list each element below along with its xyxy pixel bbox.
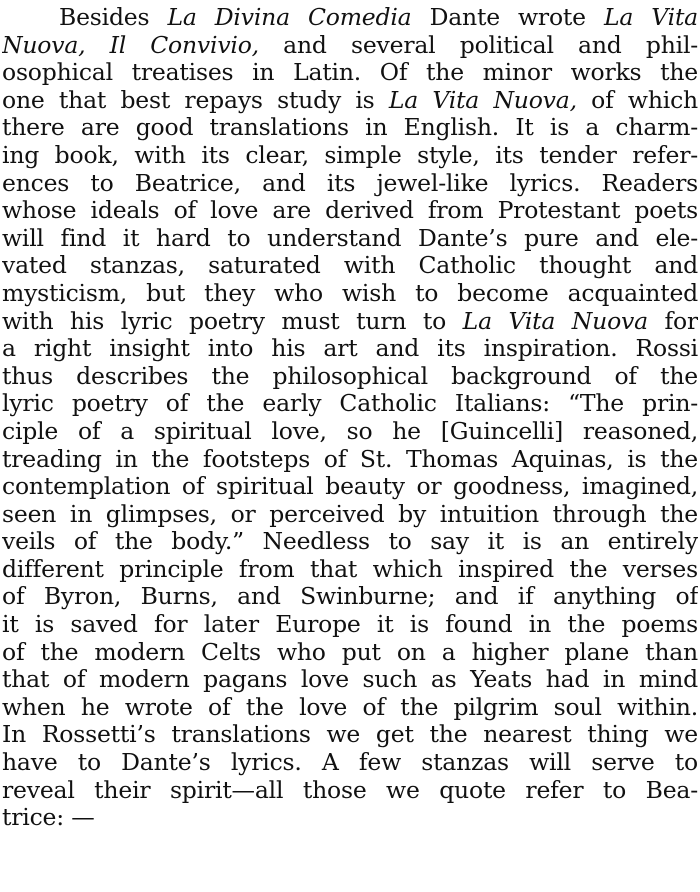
text-segment: Besides	[59, 4, 168, 31]
text-line	[2, 252, 698, 280]
text-segment: veils of the body.” Needless to say it is an entirely	[2, 528, 698, 556]
text-line	[2, 639, 698, 667]
text-line	[2, 721, 698, 749]
italic-title-text: La Vita Nuova	[462, 307, 648, 335]
text-segment: vated stanzas, saturated with Catholic thought and	[2, 252, 698, 280]
text-segment: mysticism, but they who wish to become acquainted	[2, 279, 698, 307]
text-segment: lyric poetry of the early Catholic Italians: “The prin-	[2, 390, 698, 418]
italic-title-text: La Vita Nuova,	[388, 86, 577, 114]
body-paragraph	[2, 4, 700, 832]
text-segment: of Byron, Burns, and Swinburne; and if anything of	[2, 583, 698, 611]
text-line	[2, 87, 698, 115]
text-segment: whose ideals of love are derived from Protestant poets	[2, 197, 698, 225]
text-line	[2, 611, 698, 639]
text-segment: with his lyric poetry must turn to	[2, 307, 463, 335]
text-segment: treading in the footsteps of St. Thomas Aquinas, is the	[2, 445, 698, 473]
text-line	[2, 280, 698, 308]
text-line	[2, 418, 698, 446]
text-line	[2, 473, 698, 501]
text-segment: different principle from that which inspired the verses	[2, 555, 698, 583]
text-segment: In Rossetti’s translations we get the nearest thing we	[2, 721, 698, 749]
text-segment: for	[647, 307, 698, 335]
text-segment: of which	[576, 86, 698, 114]
text-segment: there are good translations in English. It is a charm-	[2, 114, 698, 142]
text-line	[2, 694, 698, 722]
text-line	[2, 142, 698, 170]
text-line	[2, 556, 698, 584]
text-segment: and several political and phil-	[258, 31, 698, 59]
text-line	[2, 197, 698, 225]
text-line	[2, 32, 698, 60]
text-segment: Dante wrote	[411, 4, 604, 31]
text-segment: a right insight into his art and its inspiration. Rossi	[2, 335, 698, 363]
text-segment: it is saved for later Europe it is found in the poems	[2, 611, 698, 639]
text-segment: ences to Beatrice, and its jewel-like lyrics. Readers	[2, 169, 698, 197]
text-line	[2, 501, 698, 529]
text-segment: contemplation of spiritual beauty or goodness, imagined,	[2, 473, 698, 501]
text-line	[2, 59, 698, 87]
text-line	[2, 666, 698, 694]
text-line	[2, 170, 698, 198]
text-line	[2, 777, 698, 805]
text-segment: will find it hard to understand Dante’s pure and ele-	[2, 224, 698, 252]
text-segment: trice: —	[2, 804, 95, 832]
text-line	[2, 583, 698, 611]
text-line	[2, 335, 698, 363]
text-segment: have to Dante’s lyrics. A few stanzas will serve to	[2, 749, 698, 777]
text-segment: reveal their spirit—all those we quote refer to Bea-	[2, 776, 698, 804]
text-segment: osophical treatises in Latin. Of the minor works the	[2, 59, 698, 87]
text-line	[2, 225, 698, 253]
text-segment: thus describes the philosophical background of the	[2, 362, 698, 390]
text-segment: that of modern pagans love such as Yeats had in mind	[2, 666, 698, 694]
text-segment: ing book, with its clear, simple style, its tender refer-	[2, 141, 698, 169]
text-line	[2, 528, 698, 556]
text-line	[2, 4, 698, 32]
italic-title-text: La Vita	[603, 4, 698, 31]
text-line	[2, 446, 698, 474]
text-line	[2, 390, 698, 418]
text-segment: when he wrote of the love of the pilgrim soul within.	[2, 693, 698, 721]
text-line	[2, 804, 698, 832]
text-line	[2, 363, 698, 391]
text-line	[2, 749, 698, 777]
text-line	[2, 114, 698, 142]
text-segment: seen in glimpses, or perceived by intuition through the	[2, 500, 698, 528]
text-segment: one that best repays study is	[2, 86, 389, 114]
italic-title-text: Nuova, Il Convivio,	[2, 31, 259, 59]
text-line	[2, 308, 698, 336]
text-segment: ciple of a spiritual love, so he [Guincelli] reasoned,	[2, 417, 698, 445]
text-segment: of the modern Celts who put on a higher plane than	[2, 638, 698, 666]
italic-title-text: La Divina Comedia	[167, 4, 412, 31]
